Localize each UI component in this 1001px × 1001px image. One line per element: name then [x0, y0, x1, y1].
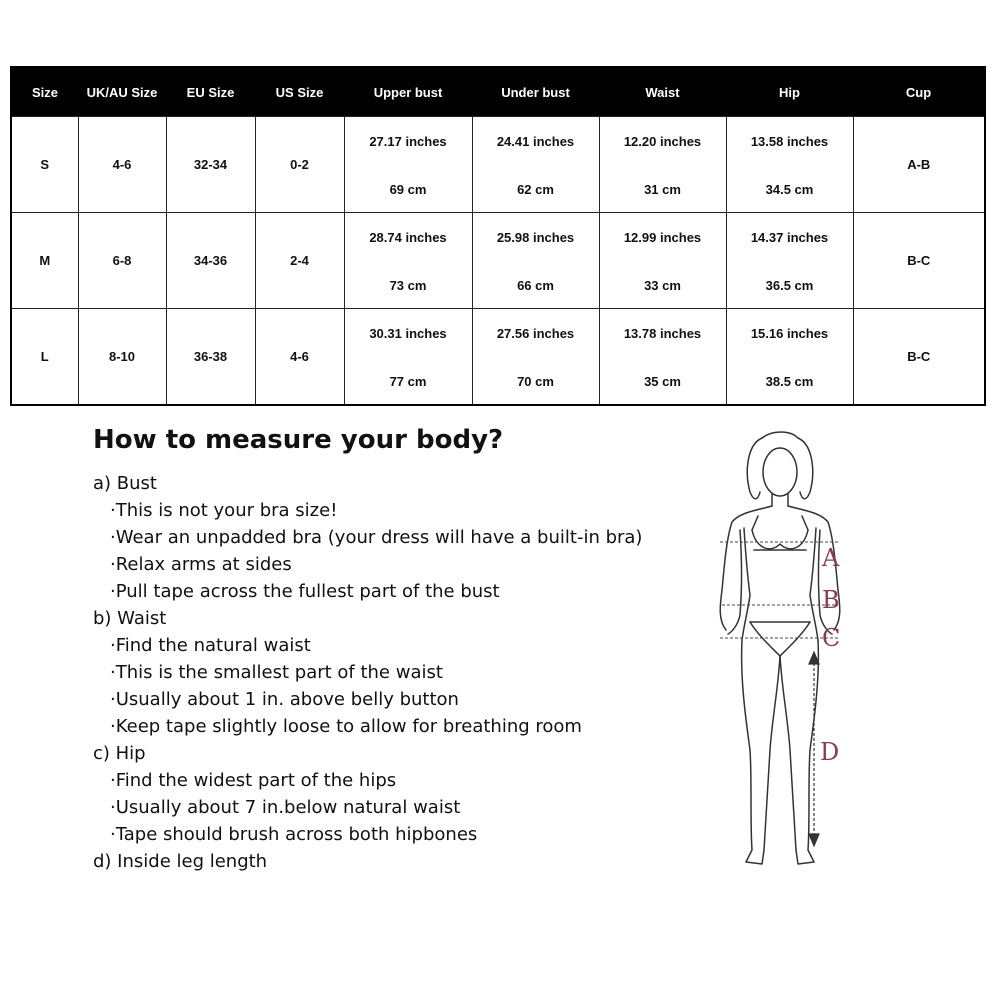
- body-measurement-figure: [700, 430, 860, 880]
- cell-hip: [726, 117, 853, 213]
- table-row: [11, 309, 985, 406]
- cell-upper-bust: [344, 213, 472, 309]
- waist-cm: 35 cm: [644, 374, 681, 389]
- list-item: ·Find the widest part of the hips: [110, 770, 397, 791]
- cell-uk-au: 4-6: [78, 117, 166, 213]
- cell-hip: [726, 213, 853, 309]
- list-item: ·This is the smallest part of the waist: [110, 662, 443, 683]
- section-title-inside-leg: d) Inside leg length: [93, 851, 268, 872]
- upper-bust-inches: 28.74 inches: [369, 230, 447, 245]
- hip-inches: 14.37 inches: [750, 230, 829, 245]
- cell-cup: A-B: [853, 117, 985, 213]
- waist-cm: 31 cm: [644, 182, 681, 197]
- list-item: ·Usually about 7 in.below natural waist: [110, 797, 461, 818]
- list-item: ·Pull tape across the fullest part of the bust: [110, 581, 500, 602]
- list-item: ·Wear an unpadded bra (your dress will have a built-in bra): [110, 527, 643, 548]
- cell-us: 2-4: [255, 213, 344, 309]
- cell-us: 0-2: [255, 117, 344, 213]
- header-cup: Cup: [853, 67, 985, 117]
- hip-cm: 38.5 cm: [765, 374, 814, 389]
- cell-hip: [726, 309, 853, 406]
- section-title-waist: b) Waist: [93, 608, 167, 629]
- cell-waist: [599, 213, 726, 309]
- size-chart-table: [10, 66, 986, 406]
- cell-eu: 36-38: [166, 309, 255, 406]
- under-bust-cm: 70 cm: [517, 374, 554, 389]
- upper-bust-inches: 30.31 inches: [369, 326, 447, 341]
- under-bust-inches: 27.56 inches: [496, 326, 575, 341]
- list-item: ·Tape should brush across both hipbones: [110, 824, 478, 845]
- list-item: ·This is not your bra size!: [110, 500, 338, 521]
- cell-us: 4-6: [255, 309, 344, 406]
- upper-bust-cm: 77 cm: [389, 374, 427, 389]
- measuring-guide: [93, 420, 693, 875]
- table-row: [11, 213, 985, 309]
- guide-title: How to measure your body?: [93, 425, 504, 455]
- cell-eu: 32-34: [166, 117, 255, 213]
- label-d: D: [820, 738, 840, 766]
- section-title-hip: c) Hip: [93, 743, 146, 764]
- cell-waist: [599, 309, 726, 406]
- upper-bust-cm: 69 cm: [389, 182, 427, 197]
- header-upper-bust: Upper bust: [344, 67, 472, 117]
- body-figure-drawing: [700, 430, 860, 880]
- cell-under-bust: [472, 213, 599, 309]
- under-bust-inches: 25.98 inches: [496, 230, 575, 245]
- cell-upper-bust: [344, 117, 472, 213]
- under-bust-inches: 24.41 inches: [496, 134, 575, 149]
- list-item: ·Usually about 1 in. above belly button: [110, 689, 459, 710]
- cell-size: S: [11, 117, 78, 213]
- hip-inches: 13.58 inches: [750, 134, 829, 149]
- cell-cup: B-C: [853, 309, 985, 406]
- list-item: ·Keep tape slightly loose to allow for breathing room: [110, 716, 582, 737]
- cell-size: M: [11, 213, 78, 309]
- under-bust-cm: 62 cm: [517, 182, 554, 197]
- hip-cm: 34.5 cm: [765, 182, 814, 197]
- header-size: Size: [11, 67, 78, 117]
- header-uk-au-size: UK/AU Size: [78, 67, 166, 117]
- section-title-bust: a) Bust: [93, 473, 157, 494]
- list-item: ·Relax arms at sides: [110, 554, 292, 575]
- header-us-size: US Size: [255, 67, 344, 117]
- table-row: [11, 117, 985, 213]
- cell-under-bust: [472, 117, 599, 213]
- cell-size: L: [11, 309, 78, 406]
- cell-uk-au: 8-10: [78, 309, 166, 406]
- cell-cup: B-C: [853, 213, 985, 309]
- cell-waist: [599, 117, 726, 213]
- waist-inches: 13.78 inches: [623, 326, 702, 341]
- hip-inches: 15.16 inches: [750, 326, 829, 341]
- upper-bust-inches: 27.17 inches: [369, 134, 447, 149]
- header-under-bust: Under bust: [472, 67, 599, 117]
- header-waist: Waist: [599, 67, 726, 117]
- label-c: C: [822, 624, 841, 652]
- label-b: B: [822, 586, 840, 614]
- waist-inches: 12.20 inches: [623, 134, 702, 149]
- cell-under-bust: [472, 309, 599, 406]
- cell-uk-au: 6-8: [78, 213, 166, 309]
- header-hip: Hip: [726, 67, 853, 117]
- label-a: A: [822, 544, 840, 572]
- cell-eu: 34-36: [166, 213, 255, 309]
- size-chart-header-row: [11, 67, 985, 117]
- under-bust-cm: 66 cm: [517, 278, 554, 293]
- cell-upper-bust: [344, 309, 472, 406]
- upper-bust-cm: 73 cm: [389, 278, 427, 293]
- waist-inches: 12.99 inches: [623, 230, 702, 245]
- list-item: ·Find the natural waist: [110, 635, 311, 656]
- header-eu-size: EU Size: [166, 67, 255, 117]
- hip-cm: 36.5 cm: [765, 278, 814, 293]
- waist-cm: 33 cm: [644, 278, 681, 293]
